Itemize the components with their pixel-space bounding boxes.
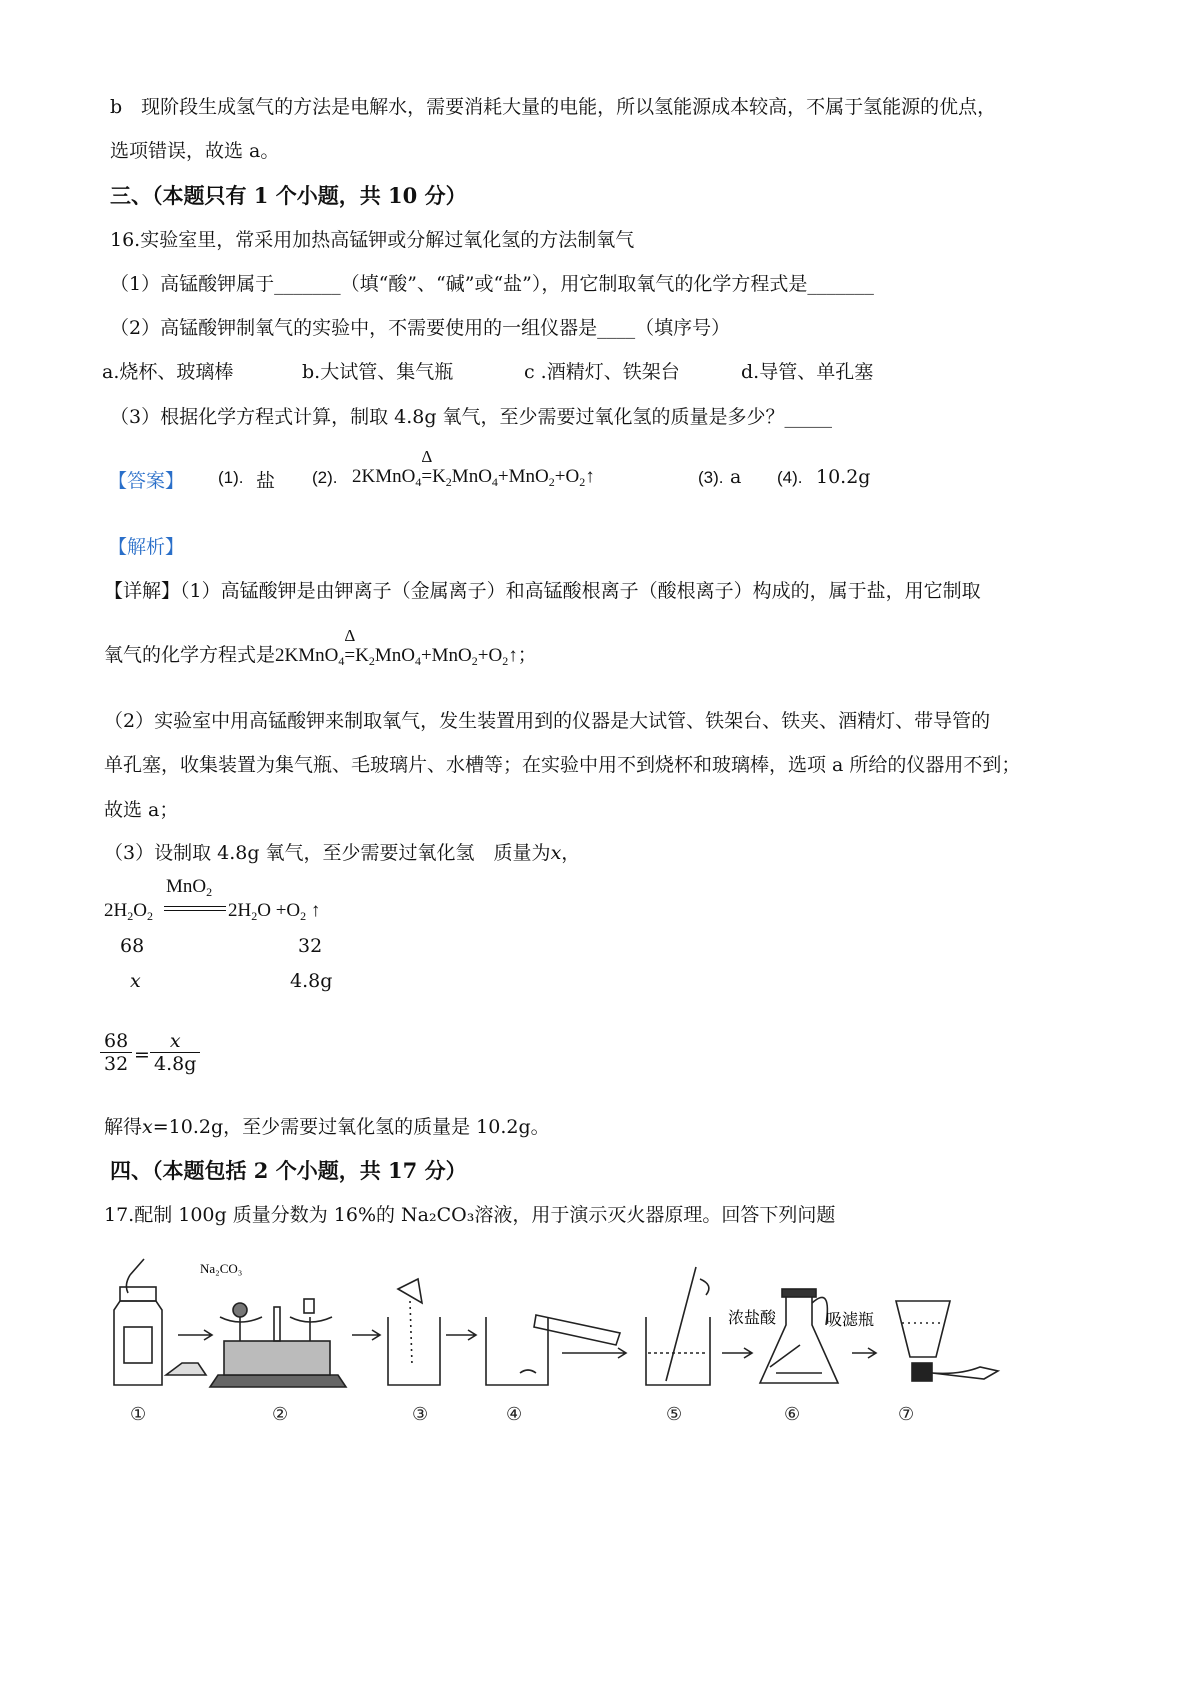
detail-p2-line-1: （2）实验室中用高锰酸钾来制取氧气，发生装置用到的仪器是大试管、铁架台、铁夹、酒精灯、带导管的 — [104, 710, 991, 732]
gas-generator — [896, 1301, 998, 1381]
balance-scale — [210, 1299, 346, 1387]
question-17: 17.配制 100g 质量分数为 16%的 Na₂CO₃溶液，用于演示灭火器原理。回答下列问题 — [104, 1204, 836, 1226]
step-2-label: ② — [272, 1404, 289, 1425]
option-d: d.导管、单孔塞 — [741, 361, 874, 383]
arrow-icon — [722, 1348, 752, 1358]
experiment-figure — [100, 1255, 1020, 1430]
answer-2-label: (2). — [312, 468, 338, 487]
acid-label: 浓盐酸 — [728, 1308, 777, 1327]
step-7-label: ⑦ — [898, 1404, 915, 1425]
step-6-label: ⑥ — [784, 1404, 801, 1425]
option-c: c .酒精灯、铁架台 — [524, 361, 680, 383]
flask-label: 吸滤瓶 — [826, 1310, 875, 1329]
beaker-with-cylinder — [486, 1315, 620, 1385]
reagent-jar — [114, 1259, 206, 1385]
fraction-2: $\frac{x}{4.8g}$ — [150, 1030, 200, 1075]
calc-reactant: $2H_2O_2$ — [104, 900, 153, 923]
fraction-1: $\frac{68}{32}$ — [100, 1030, 132, 1075]
beaker-with-paper — [388, 1279, 440, 1385]
calc-var-left: x — [130, 970, 141, 992]
answer-4-label: (4). — [777, 468, 803, 487]
step-3-label: ③ — [412, 1404, 429, 1425]
calc-mass-right: 32 — [298, 935, 323, 957]
answer-2-equation: 2KMnO$_4$= Δ $K_2MnO_4+MnO_2+O_2↑$ — [352, 447, 595, 489]
calc-products: $2H_2O +O_2$ ↑ — [228, 900, 321, 923]
arrow-icon — [852, 1348, 876, 1358]
filter-flask — [760, 1289, 838, 1383]
arrow-icon — [562, 1348, 626, 1358]
text-line: 选项错误，故选 a。 — [110, 140, 280, 162]
detail-p3-line-1: （3）设制取 4.8g 氧气，至少需要过氧化氢 质量为x， — [104, 842, 581, 864]
answer-tag: 【答案】 — [108, 470, 185, 492]
reaction-bar — [164, 906, 226, 911]
step-1-label: ① — [130, 1404, 147, 1425]
question-16-part-1: （1）高锰酸钾属于_______（填“酸”、“碱”或“盐”），用它制取氧气的化学方程式是_______ — [110, 273, 874, 295]
detail-p2-line-3: 故选 a； — [104, 799, 179, 821]
beaker-with-rod — [646, 1267, 710, 1385]
equals-sign: = — [134, 1044, 150, 1066]
catalyst-label: MnO$_2$ — [166, 876, 213, 899]
result-line: 解得x=10.2g，至少需要过氧化氢的质量是 10.2g。 — [104, 1116, 550, 1138]
answer-3: a — [730, 466, 742, 488]
question-16: 16.实验室里，常采用加热高锰钾或分解过氧化氢的方法制氧气 — [110, 229, 635, 251]
answer-1-label: (1). — [218, 468, 244, 487]
step-5-label: ⑤ — [666, 1404, 683, 1425]
detail-p2-line-2: 单孔塞，收集装置为集气瓶、毛玻璃片、水槽等；在实验中用不到烧杯和玻璃棒，选项 a 所给的仪器用不到； — [104, 754, 1021, 776]
section-heading: 三、（本题只有 1 个小题，共 10 分） — [110, 183, 467, 208]
answer-4: 10.2g — [816, 466, 871, 488]
option-b: b.大试管、集气瓶 — [302, 361, 454, 383]
calc-var-right: 4.8g — [290, 970, 333, 992]
question-16-part-2: （2）高锰酸钾制氧气的实验中，不需要使用的一组仪器是____（填序号） — [110, 317, 731, 339]
analysis-tag: 【解析】 — [108, 536, 185, 558]
detail-line-2: 氧气的化学方程式是2KMnO$_4$= Δ $K_2MnO_4+MnO_2+O_2↑$； — [104, 626, 537, 668]
question-16-part-3: （3）根据化学方程式计算，制取 4.8g 氧气，至少需要过氧化氢的质量是多少？_____ — [110, 406, 833, 428]
option-a: a.烧杯、玻璃棒 — [102, 361, 234, 383]
detail-line-1: 【详解】（1）高锰酸钾是由钾离子（金属离子）和高锰酸根离子（酸根离子）构成的，属于盐，用它制取 — [104, 580, 981, 602]
answer-1: 盐 — [256, 470, 276, 492]
text-line: b 现阶段生成氢气的方法是电解水，需要消耗大量的电能，所以氢能源成本较高，不属于氢能源的优点， — [110, 96, 997, 118]
section-heading: 四、（本题包括 2 个小题，共 17 分） — [110, 1158, 467, 1183]
na2co3-label: Na₂CO₃ — [200, 1261, 243, 1276]
answer-3-label: (3). — [698, 468, 724, 487]
detail-tag: 【详解】 — [104, 580, 181, 602]
step-4-label: ④ — [506, 1404, 523, 1425]
arrow-icon — [178, 1330, 212, 1340]
arrow-icon — [446, 1330, 476, 1340]
calc-mass-left: 68 — [120, 935, 145, 957]
arrow-icon — [352, 1330, 380, 1340]
